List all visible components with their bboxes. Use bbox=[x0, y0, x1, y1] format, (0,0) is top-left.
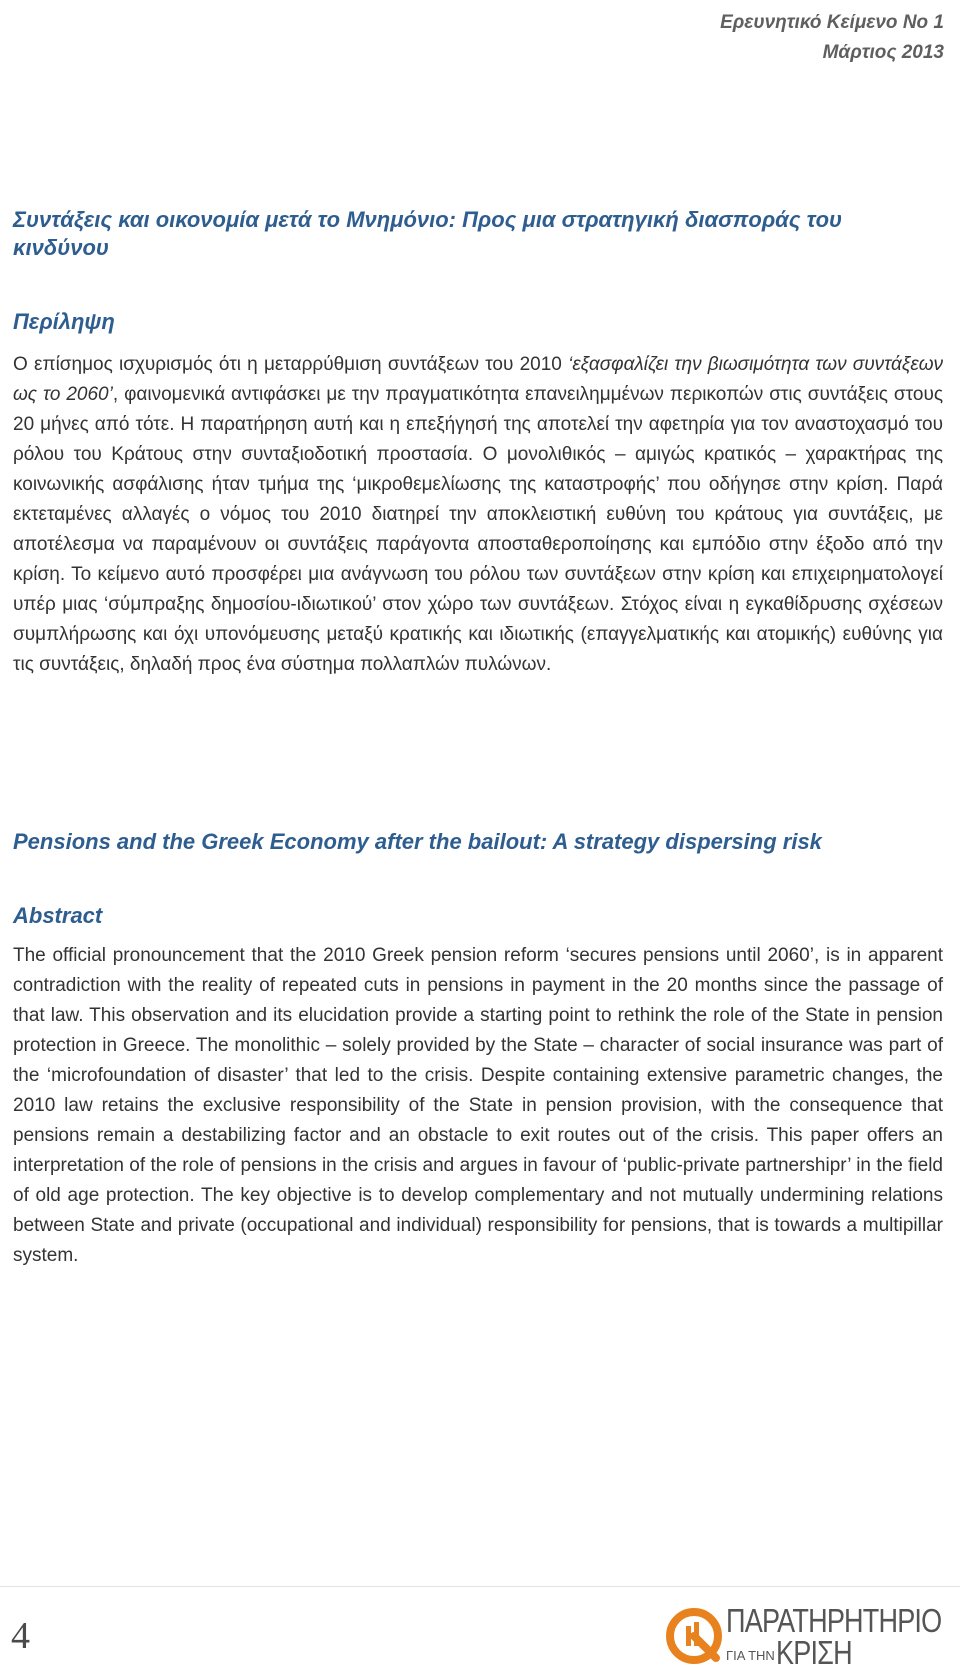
english-abstract-block bbox=[13, 941, 943, 1271]
english-title: Pensions and the Greek Economy after the bailout: A strategy dispersing risk bbox=[13, 829, 822, 854]
header-date: Μάρτιος 2013 bbox=[822, 42, 944, 63]
greek-abstract-part2: , φαινομενικά αντιφάσκει με την πραγματικότητα επανειλημμένων περικοπών στις συντάξεις στους 20 μήνες από τότε. Η παρατήρηση αυτή και η επεξήγησή της αποτελεί την αφετηρία για τον αναστοχασμό του ρόλου του Κράτους στην συνταξιοδοτική προστασία. Ο μονολιθικός – αμιγώς κρατικός – χαρακτήρας της κοινωνικής ασφάλισης ήταν τμήμα της ‘μικροθεμελίωσης της καταστροφής’ που οδήγησε στην κρίση. Παρά εκτεταμένες αλλαγές ο νόμος του 2010 διατηρεί την αποκλειστική ευθύνη του κράτους για συντάξεις, με αποτέλεσμα να παραμένουν οι συντάξεις παράγοντα αποσταθεροποίησης και εμπόδιο στην έξοδο από την κρίση. Το κείμενο αυτό προσφέρει μια ανάγνωση του ρόλου των συντάξεων στην κρίση και επιχειρηματολογεί υπέρ μιας ‘σύμπραξης δημοσίου-ιδιωτικού’ στον χώρο των συντάξεων. Στόχος είναι η εγκαθίδρυσης σχέσεων συμπλήρωσης και όχι υπονόμευσης μεταξύ κρατικής και ιδιωτικής (επαγγελματικής και ατομικής) ευθύνης για τις συντάξεις, δηλαδή προς ένα σύστημα πολλαπλών πυλώνων. bbox=[13, 384, 943, 675]
greek-title-block bbox=[13, 206, 943, 262]
english-abstract-heading: Abstract bbox=[13, 903, 103, 928]
page-number: 4 bbox=[11, 1615, 30, 1657]
english-abstract-text: The official pronouncement that the 2010 Greek pension reform ‘secures pensions until 2060’, is in apparent contradiction with the reality of repeated cuts in pensions in payment in the 20 months since the passage of that law. This observation and its elucidation provide a starting point to rethink the role of the State in pension protection in Greece. The monolithic – solely provided by the State – character of social insurance was part of the ‘microfoundation of disaster’ that led to the crisis. Despite containing extensive parametric changes, the 2010 law retains the exclusive responsibility of the State in pension provision, with the consequence that pensions remain a destabilizing factor and an obstacle to exit routes out of the crisis. This paper offers an interpretation of the role of pensions in the crisis and argues in favour of ‘public-private partnershipr’ in the field of old age protection. The key objective is to develop complementary and not mutually undermining relations between State and private (occupational and individual) responsibility for pensions, that is towards a multipillar system. bbox=[13, 945, 943, 1266]
english-title-block bbox=[13, 828, 943, 856]
greek-abstract-text bbox=[13, 350, 943, 680]
logo-text-line2: ΚΡΙΣΗ bbox=[776, 1634, 852, 1671]
header-series: Ερευνητικό Κείμενο Νο 1 bbox=[720, 12, 944, 33]
greek-abstract-heading: Περίληψη bbox=[13, 309, 115, 334]
greek-abstract-part1: Ο επίσημος ισχυρισμός ότι η μεταρρύθμιση συντάξεων του 2010 bbox=[13, 354, 569, 375]
greek-heading-block bbox=[13, 308, 943, 336]
logo-mark-icon bbox=[664, 1606, 724, 1666]
running-header bbox=[720, 8, 944, 68]
greek-abstract-quote: ‘εξασφαλίζει την βιωσιμότητα των συντάξεων ως το 2060’ bbox=[13, 354, 943, 405]
greek-abstract-block bbox=[13, 350, 943, 680]
observatory-logo bbox=[664, 1602, 944, 1671]
english-heading-block bbox=[13, 902, 943, 930]
footer-divider bbox=[0, 1586, 960, 1587]
greek-title: Συντάξεις και οικονομία μετά το Μνημόνιο: Προς μια στρατηγική διασποράς του κινδύνου bbox=[13, 207, 843, 260]
logo-text-line1: ΠΑΡΑΤΗΡΗΤΗΡΙΟ bbox=[726, 1602, 942, 1639]
logo-text-small: ΓΙΑ ΤΗΝ bbox=[726, 1648, 775, 1663]
